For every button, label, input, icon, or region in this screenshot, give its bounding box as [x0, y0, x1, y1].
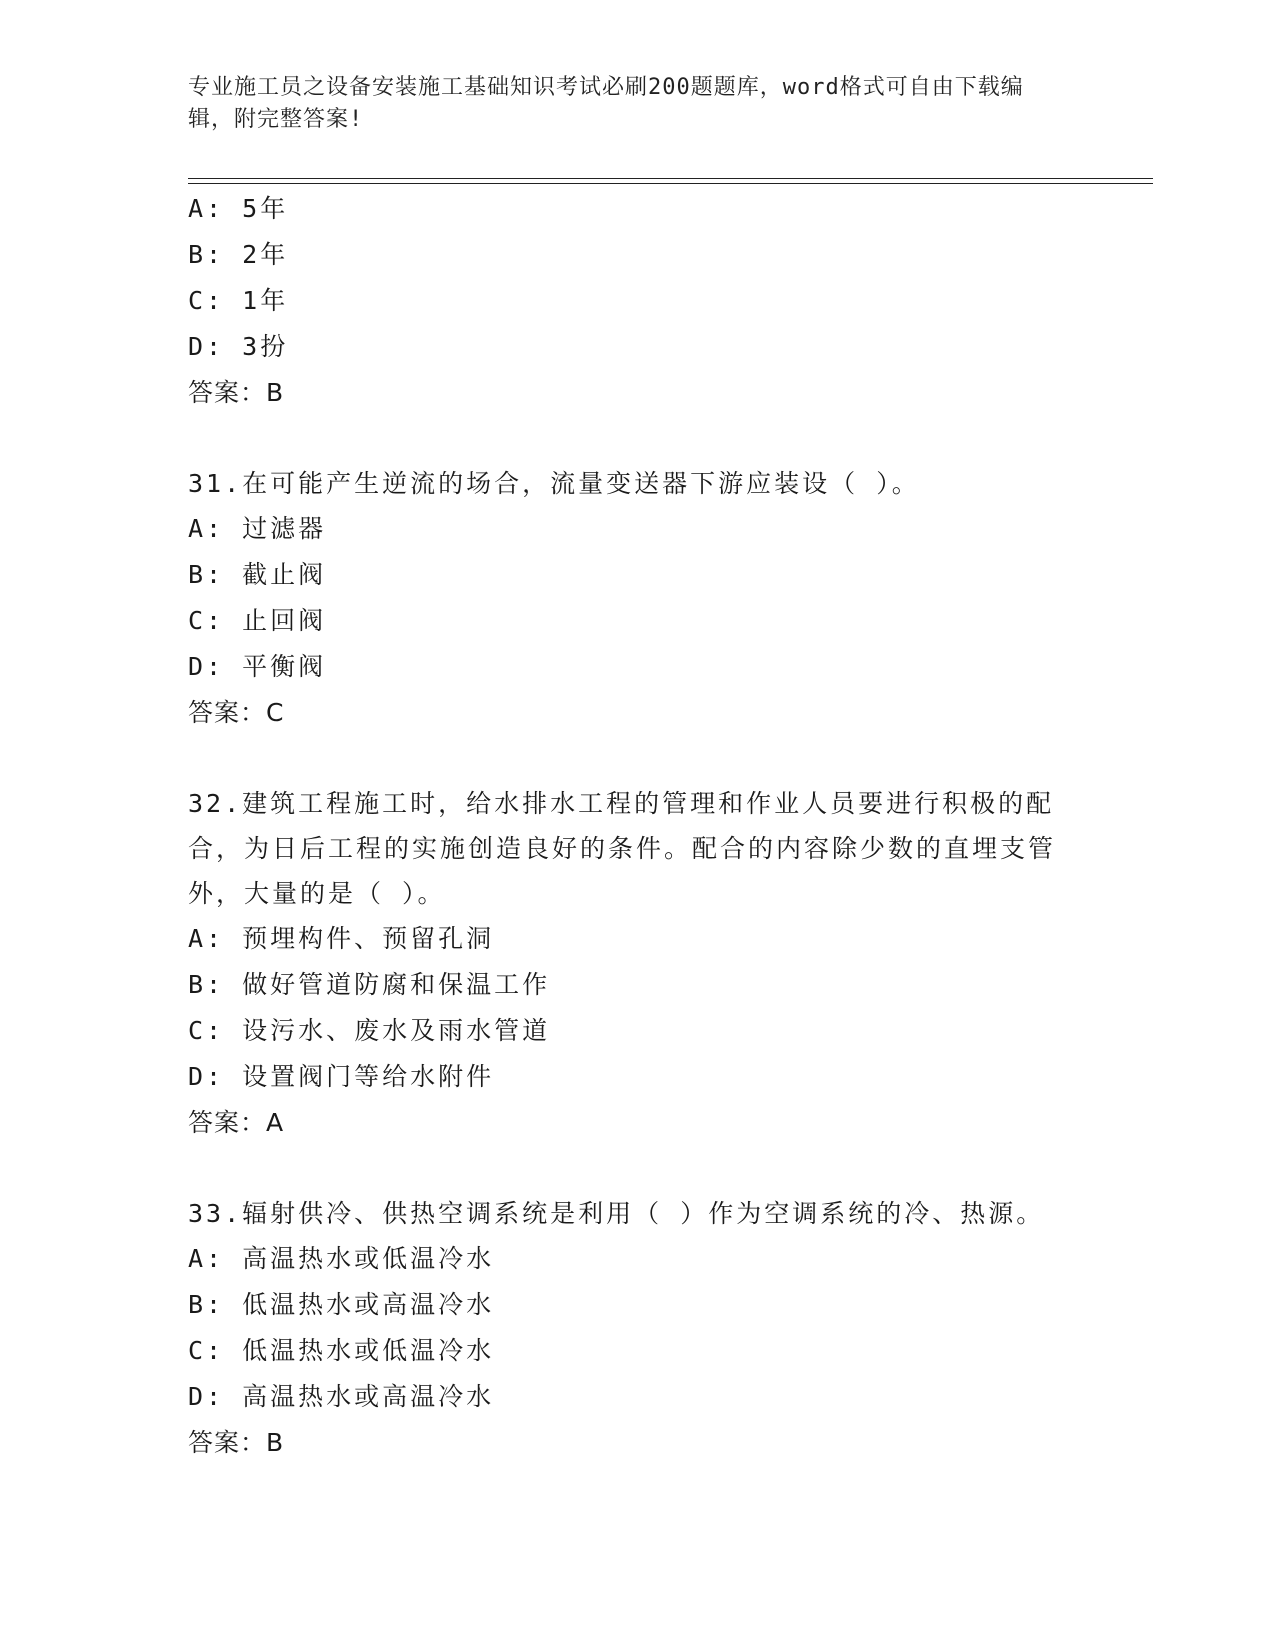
option-a: A: 过滤器	[188, 514, 327, 543]
spacer	[188, 416, 1088, 461]
header-divider-top	[188, 178, 1153, 179]
question-stem: 31.在可能产生逆流的场合，流量变送器下游应装设（ ）。	[188, 469, 920, 498]
question-block	[188, 461, 1088, 736]
option-a: A: 高温热水或低温冷水	[188, 1244, 495, 1273]
answer-line: 答案：B	[188, 1428, 285, 1457]
answer-line: 答案：B	[188, 378, 285, 407]
option-c: C: 止回阀	[188, 606, 327, 635]
option-b: B: 做好管道防腐和保温工作	[188, 970, 551, 999]
option-d: D: 平衡阀	[188, 652, 327, 681]
option-c: C: 1年	[188, 286, 289, 315]
page-header: 专业施工员之设备安装施工基础知识考试必刷200题题库，word格式可自由下载编辑，附完整答案!	[188, 75, 1024, 132]
option-a: A: 预埋构件、预留孔洞	[188, 924, 495, 953]
option-d: D: 3扮	[188, 332, 289, 361]
spacer	[188, 1146, 1088, 1191]
option-b: B: 低温热水或高温冷水	[188, 1290, 495, 1319]
question-block	[188, 186, 1088, 416]
document-body	[188, 186, 1088, 1466]
option-c: C: 低温热水或低温冷水	[188, 1336, 495, 1365]
spacer	[188, 736, 1088, 781]
option-d: D: 设置阀门等给水附件	[188, 1062, 495, 1091]
option-a: A: 5年	[188, 194, 289, 223]
question-block	[188, 781, 1088, 1146]
option-d: D: 高温热水或高温冷水	[188, 1382, 495, 1411]
answer-line: 答案：A	[188, 1108, 285, 1137]
answer-line: 答案：C	[188, 698, 285, 727]
header-divider-bottom	[188, 183, 1153, 184]
question-stem: 33.辐射供冷、供热空调系统是利用（ ）作为空调系统的冷、热源。	[188, 1199, 1045, 1228]
question-stem: 32.建筑工程施工时，给水排水工程的管理和作业人员要进行积极的配合，为日后工程的实施创造良好的条件。配合的内容除少数的直埋支管外，大量的是（ ）。	[188, 789, 1057, 908]
option-b: B: 截止阀	[188, 560, 327, 589]
option-c: C: 设污水、废水及雨水管道	[188, 1016, 551, 1045]
question-block	[188, 1191, 1088, 1466]
option-b: B: 2年	[188, 240, 289, 269]
